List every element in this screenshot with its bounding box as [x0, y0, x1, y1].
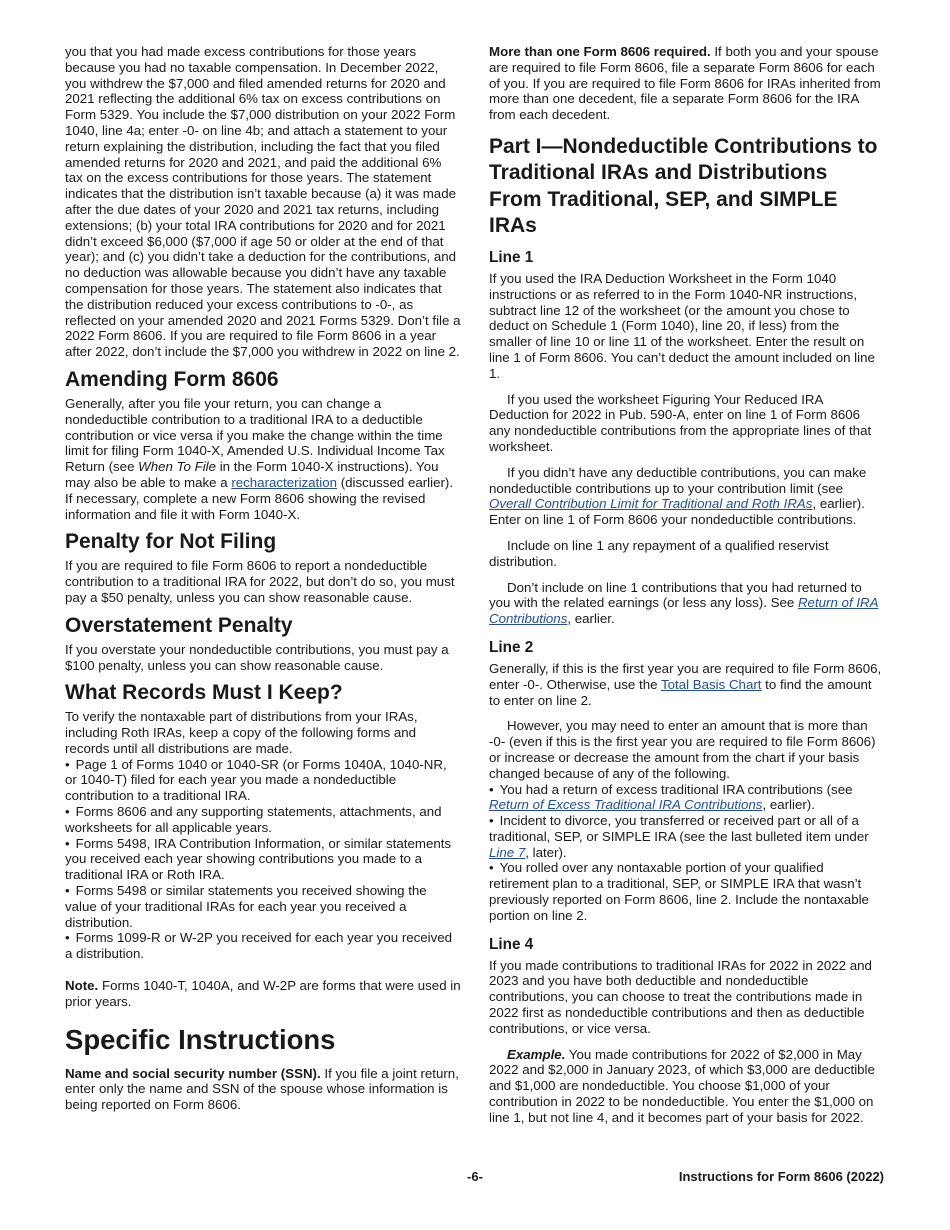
- line1-paragraph-1: If you used the IRA Deduction Worksheet in the Form 1040 instructions or as referred to in the Form 1040-NR instructions, subtract line 12 of the worksheet (or the amount you chose to deduct on Schedule 1 (Form 1040), line 20, if less) from the smaller of line 10 or line 11 of the worksheet. Enter the result on line 1 of Form 8606. You can’t deduct the amount included on line 1.: [489, 270, 875, 381]
- line1-paragraph-3: If you didn’t have any deductible contributions, you can make nondeductible contributions up to your contribution limit (see Overall Contribution Limit for Traditional and Roth IRAs, earlier). Enter on line 1 of Form 8606 your nondeductible contributions.: [489, 464, 867, 528]
- amending-heading: Amending Form 8606: [65, 367, 279, 391]
- penalty-heading: Penalty for Not Filing: [65, 530, 277, 554]
- line2-heading: Line 2: [489, 638, 534, 656]
- list-item: • You rolled over any nontaxable portion of your qualified retirement plan to a traditional, SEP, or SIMPLE IRA that wasn’t previously reported on Form 8606, line 2. Include the nontaxable portion on line 2.: [489, 860, 885, 923]
- more-than-one-paragraph: More than one Form 8606 required. If both you and your spouse are required to file Form 8606, file a separate Form 8606 for each of you. If you are required to file Form 8606 for IRAs inherited from more than one decedent, file a separate Form 8606 for the IRA from each decedent.: [489, 44, 881, 123]
- specific-instructions-heading: Specific Instructions: [65, 1023, 336, 1055]
- list-item: • You had a return of excess traditional IRA contributions (see Return of Excess Traditional IRA Contributions, earlier).: [489, 782, 885, 814]
- left-column: [65, 44, 461, 1113]
- name-ssn-paragraph: Name and social security number (SSN). If you file a joint return, enter only the name and SSN of the spouse whose information is being reported on Form 8606.: [65, 1065, 459, 1113]
- line2-paragraph-1: Generally, if this is the first year you are required to file Form 8606, enter -0-. Otherwise, use the Total Basis Chart to find the amount to enter on line 2.: [489, 660, 882, 708]
- amending-paragraph: Generally, after you file your return, you can change a nondeductible contribution to a traditional IRA to a deductible contribution or vice versa if you make the change within the time limit for filing Form 1040-X, Amended U.S. Individual Income Tax Return (see When To File in the Form 1040-X instructions). You may also be able to make a recharacterization (discussed earlier). If necessary, complete a new Form 8606 showing the revised information and file it with Form 1040-X.: [65, 395, 454, 522]
- overstatement-paragraph: If you overstate your nondeductible contributions, you must pay a $100 penalty, unless you can show reasonable cause.: [65, 641, 449, 673]
- line1-heading: Line 1: [489, 248, 534, 266]
- example-paragraph: Example. You made contributions for 2022 of $2,000 in May 2022 and $2,000 in January 2023, of which $3,000 are deductible and $1,000 are nondeductible. You choose $1,000 of your contribution in 2022 to be nondeductible. You enter the $1,000 on line 1, but not line 4, and it becomes part of your basis for 2022.: [489, 1046, 875, 1125]
- overstatement-heading: Overstatement Penalty: [65, 613, 293, 637]
- contribution-limit-link[interactable]: Overall Contribution Limit for Traditional and Roth IRAs: [489, 496, 813, 512]
- list-item: • Incident to divorce, you transferred or received part or all of a traditional, SEP, or SIMPLE IRA (see the last bulleted item under Line 7, later).: [489, 813, 885, 860]
- list-item: • Forms 1099-R or W-2P you received for each year you received a distribution.: [65, 930, 461, 962]
- records-heading: What Records Must I Keep?: [65, 681, 343, 705]
- line1-paragraph-5: Don’t include on line 1 contributions that you had returned to you with the related earnings (or less any loss). See Return of IRA Contributions, earlier.: [489, 579, 879, 627]
- recharacterization-link[interactable]: recharacterization: [231, 474, 337, 490]
- line4-heading: Line 4: [489, 935, 534, 953]
- line4-paragraph-1: If you made contributions to traditional IRAs for 2022 in 2022 and 2023 and you have both deductible and nondeductible contributions, you can choose to treat the contributions made in 2022 first as nondeductible contributions and then as deductible contributions, or vice versa.: [489, 957, 872, 1036]
- return-ira-contributions-link[interactable]: Return of IRA Contributions: [489, 595, 879, 627]
- records-intro: To verify the nontaxable part of distributions from your IRAs, including Roth IRAs, keep a copy of the following forms and records until all distributions are made.: [65, 709, 418, 756]
- note-paragraph: Note. Forms 1040-T, 1040A, and W-2P are forms that were used in prior years.: [65, 978, 461, 1009]
- return-excess-link[interactable]: Return of Excess Traditional IRA Contributions: [489, 797, 763, 813]
- list-item: • Forms 5498, IRA Contribution Information, or similar statements you received each year showing contributions you made to a traditional IRA or Roth IRA.: [65, 836, 461, 883]
- list-item: • Forms 8606 and any supporting statements, attachments, and worksheets for all applicable years.: [65, 804, 461, 836]
- list-item: • Page 1 of Forms 1040 or 1040-SR (or Forms 1040A, 1040-NR, or 1040-T) filed for each year you made a nondeductible contribution to a traditional IRA.: [65, 757, 461, 804]
- line2-paragraph-2: However, you may need to enter an amount that is more than -0- (even if this is the first year you are required to file Form 8606) or increase or decrease the amount from the chart if your basis changed because of any of the following.: [489, 718, 876, 781]
- total-basis-chart-link[interactable]: Total Basis Chart: [660, 676, 762, 692]
- document-title: Instructions for Form 8606 (2022): [678, 1169, 884, 1184]
- page-number: -6-: [467, 1169, 483, 1184]
- line1-paragraph-2: If you used the worksheet Figuring Your Reduced IRA Deduction for 2022 in Pub. 590-A, enter on line 1 of Form 8606 any nondeductible contributions from the appropriate lines of that worksheet.: [489, 391, 872, 454]
- right-column: [489, 44, 885, 1126]
- list-item: • Forms 5498 or similar statements you received showing the value of your traditional IRAs for each year you received a distribution.: [65, 883, 461, 930]
- line1-paragraph-4: Include on line 1 any repayment of a qualified reservist distribution.: [489, 537, 829, 569]
- penalty-paragraph: If you are required to file Form 8606 to report a nondeductible contribution to a traditional IRA for 2022, but don’t do so, you must pay a $50 penalty, unless you can show reasonable cause.: [65, 558, 455, 605]
- continued-paragraph: you that you had made excess contributions for those years because you had no taxable compensation. In December 2022, you withdrew the $7,000 and filed amended returns for 2020 and 2021 reflecting the additional 6% tax on excess contributions on Form 5329. You include the $7,000 distribution on your 2022 Form 1040, line 4a; enter -0- on line 4b; and attach a statement to your return explaining the distribution, including the fact that you filed amended returns for 2020 and 2021, and paid the additional 6% tax on the excess contributions for those years. The statement indicates that the distribution isn’t taxable because (a) it was made after the due dates of your 2020 and 2021 tax returns, including extensions; (b) your total IRA contributions for 2020 and for 2021 didn’t exceed $6,000 ($7,000 if age 50 or older at the end of that year); and (c) you didn’t take a deduction for the contributions, and no deduction was allowable because you didn’t have any taxable compensation for those years. The statement also indicates that the distribution reduced your excess contributions to -0-, as reflected on your amended 2020 and 2021 Forms 5329. Don’t file a 2022 Form 8606. If you are required to file Form 8606 in a year after 2022, don’t include the $7,000 you withdrew in 2022 on line 2.: [65, 44, 461, 360]
- part1-heading: Part I—Nondeductible Contributions to Traditional IRAs and Distributions From Traditional, SEP, and SIMPLE IRAs: [489, 134, 878, 238]
- line7-link[interactable]: Line 7: [489, 844, 526, 860]
